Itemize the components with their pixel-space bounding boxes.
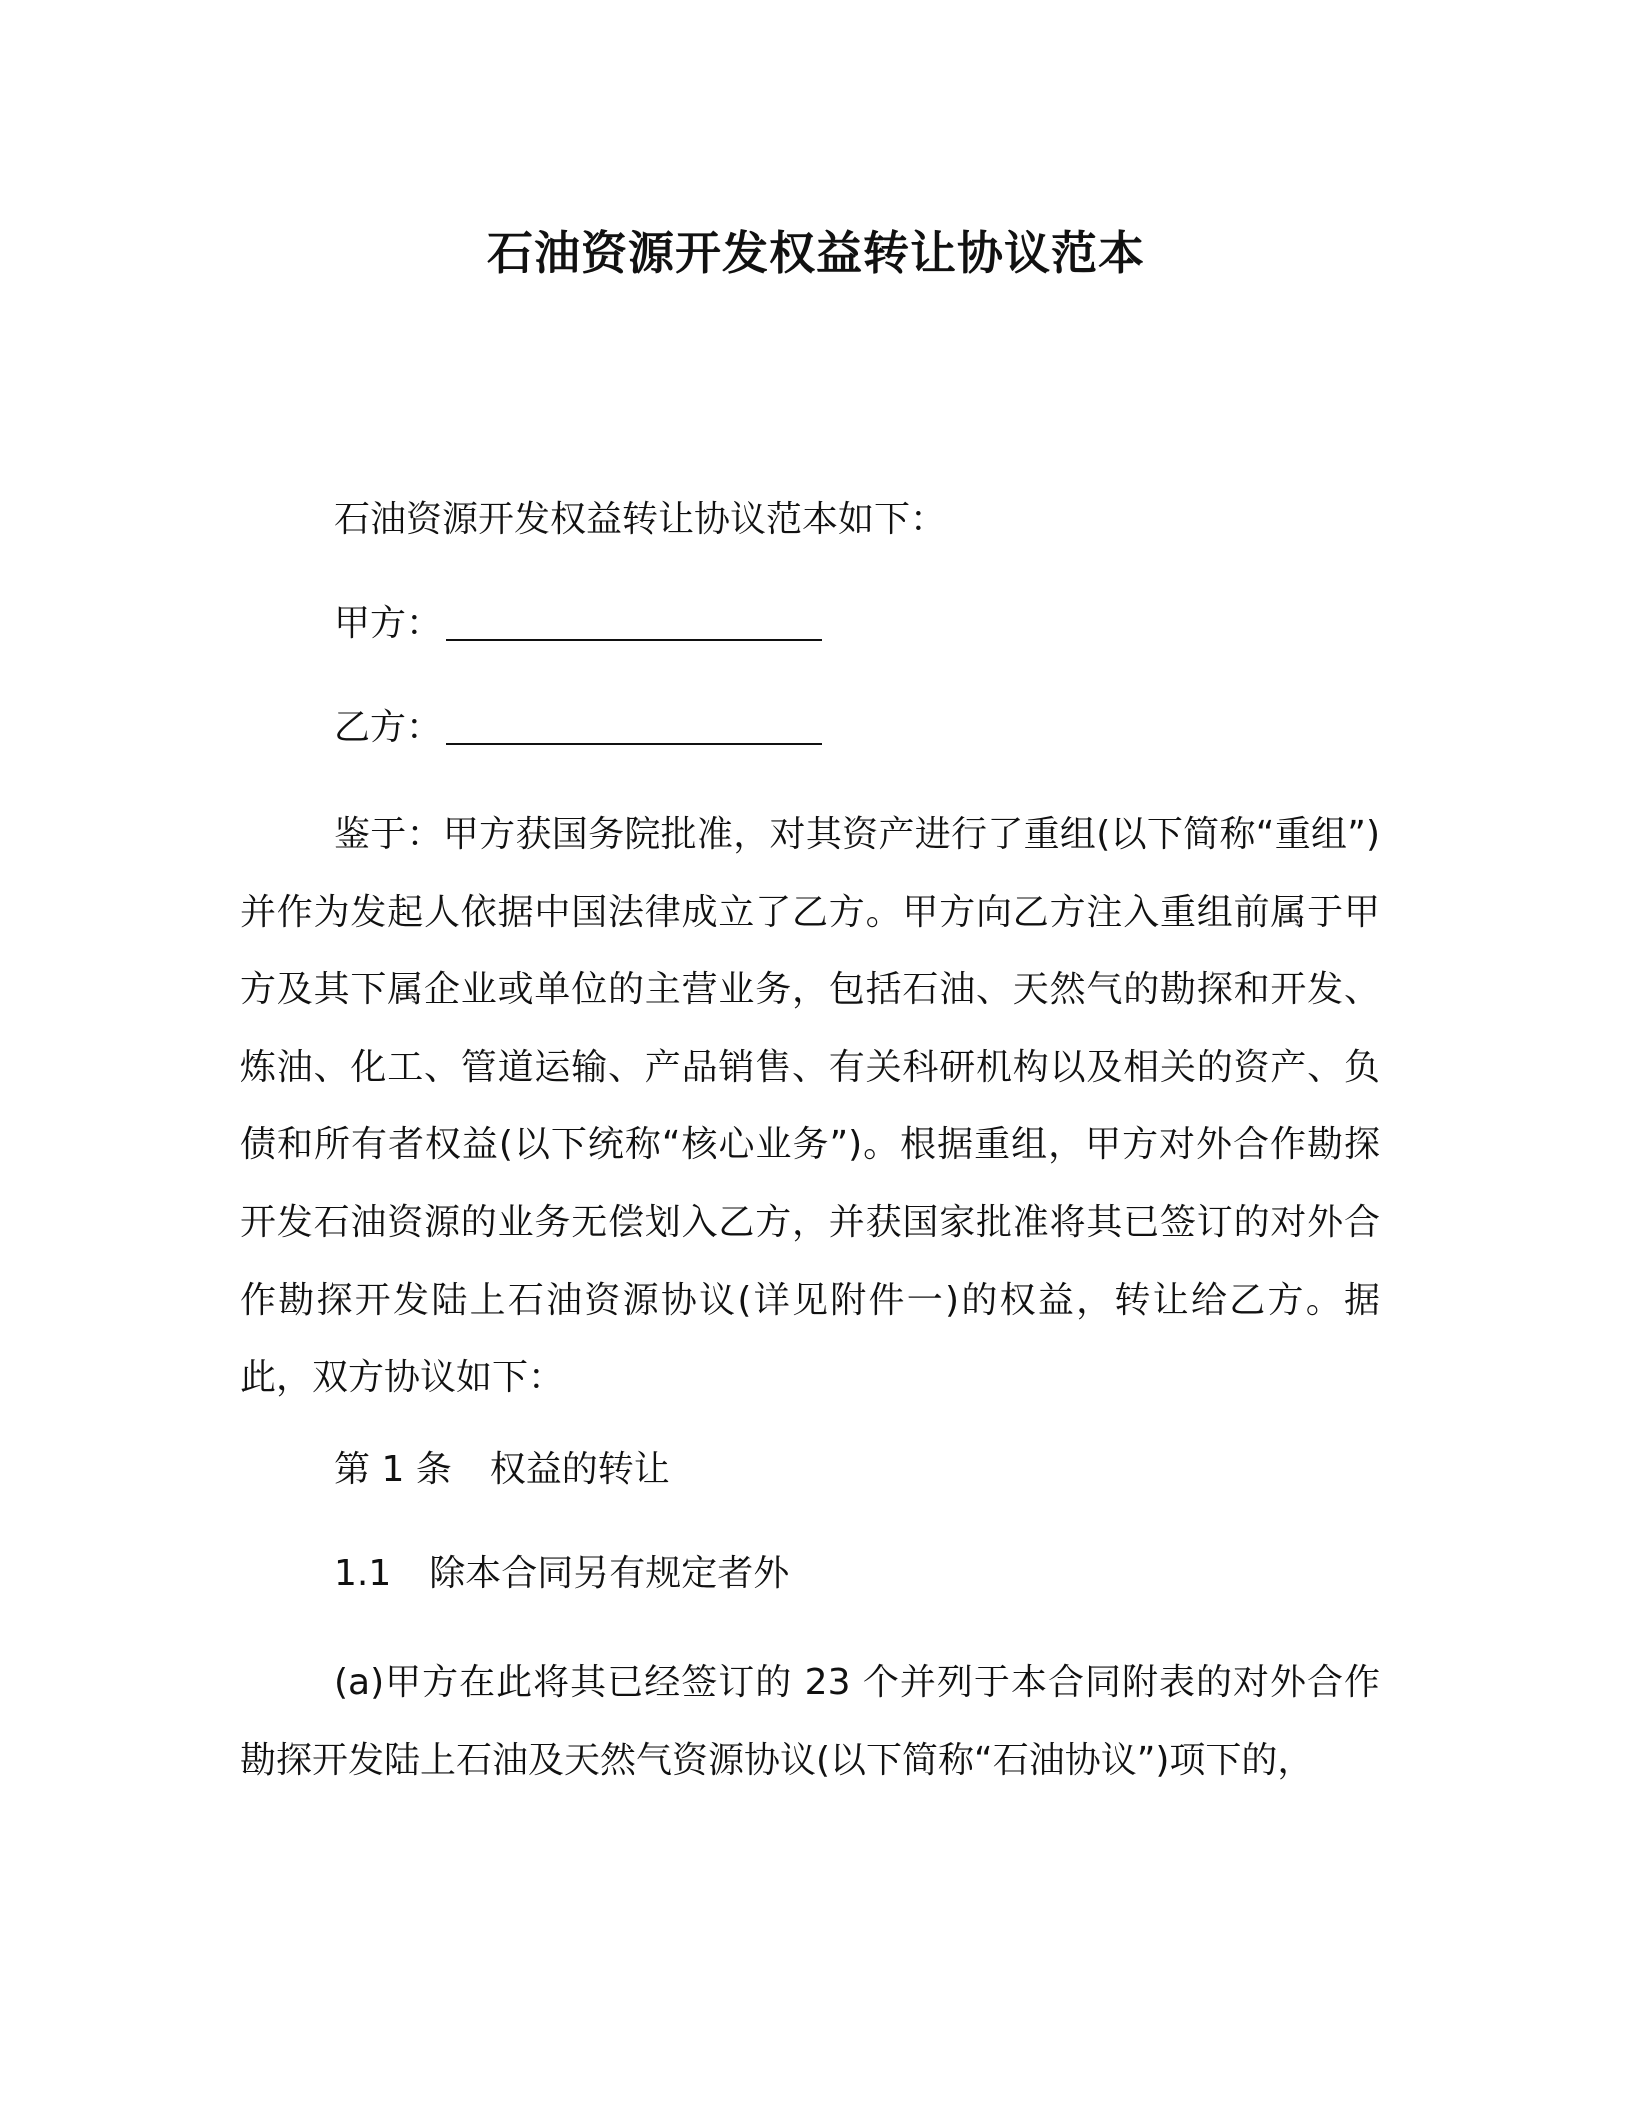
- clause-1-1-title: 除本合同另有规定者外: [429, 1553, 790, 1594]
- intro-line: 石油资源开发权益转让协议范本如下：: [334, 499, 947, 540]
- clause-1-1-heading: [334, 1544, 789, 1604]
- party-a-blank: [446, 601, 822, 641]
- article-1-number: 第 1 条: [334, 1449, 452, 1490]
- party-b-line: [334, 698, 822, 758]
- clause-a-paragraph: (a)甲方在此将其已经签订的 23 个并列于本合同附表的对外合作勘探开发陆上石油及天然气资源协议(以下简称“石油协议”)项下的，: [240, 1662, 1380, 1781]
- party-b-blank: [446, 705, 822, 745]
- whereas-paragraph: 鉴于：甲方获国务院批准，对其资产进行了重组(以下简称“重组”)并作为发起人依据中国法律成立了乙方。甲方向乙方注入重组前属于甲方及其下属企业或单位的主营业务，包括石油、天然气的勘探和开发、炼油、化工、管道运输、产品销售、有关科研机构以及相关的资产、负债和所有者权益(以下统称“核心业务”)。根据重组，甲方对外合作勘探开发石油资源的业务无偿划入乙方，并获国家批准将其已签订的对外合作勘探开发陆上石油资源协议(详见附件一)的权益，转让给乙方。据此，双方协议如下：: [240, 814, 1380, 1399]
- party-a-label: 甲方：: [334, 603, 443, 644]
- party-b-label: 乙方：: [334, 707, 443, 748]
- document-title: 石油资源开发权益转让协议范本: [487, 226, 1145, 280]
- article-1-heading: [334, 1440, 670, 1500]
- article-1-title: 权益的转让: [489, 1449, 670, 1490]
- clause-1-1-number: 1.1: [334, 1553, 392, 1594]
- party-a-line: [334, 594, 822, 654]
